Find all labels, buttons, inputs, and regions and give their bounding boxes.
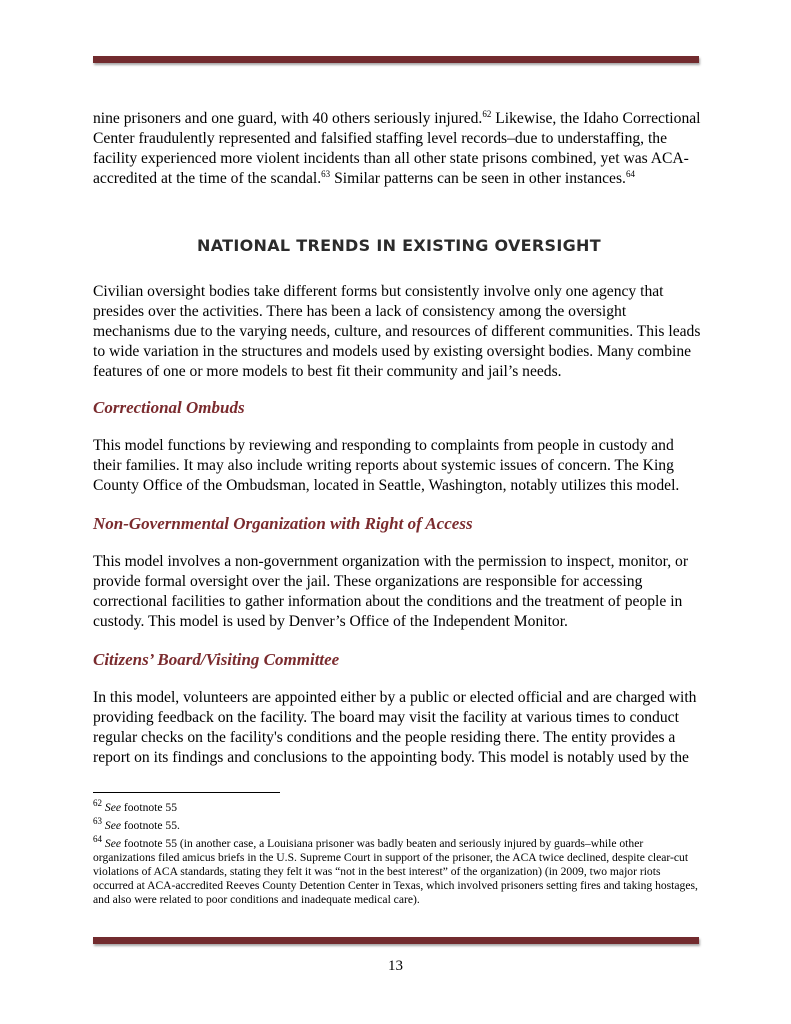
footer-rule	[93, 937, 699, 944]
intro-paragraph: Civilian oversight bodies take different forms but consistently involve only one agency that presides over the activities. There has been a lack of consistency among the oversight mechanisms due to the varying needs, culture, and resources of different communities. This leads to wide variation in the structures and models used by existing oversight bodies. Many combine features of one or more models to best fit their community and jail’s needs.	[93, 283, 701, 380]
paragraph-citizens-board: In this model, volunteers are appointed either by a public or elected official and are charged with providing feedback on the facility. The board may visit the facility at various times to conduct regular checks on the facility's conditions and the people residing there. The entity provides a report on its findings and conclusions to the appointing body. This model is notably used by the	[93, 689, 697, 766]
paragraph-ngo-right-of-access: This model involves a non-government organization with the permission to inspect, monitor, or provide formal oversight over the jail. These organizations are responsible for accessing correctional facilities to gather information about the conditions and the treatment of people in custody. This model is used by Denver’s Office of the Independent Monitor.	[93, 553, 689, 630]
footnote-ref[interactable]: 64	[625, 168, 635, 179]
footnote-ref[interactable]: 63	[321, 168, 331, 179]
footnote-separator	[93, 792, 280, 793]
footnote-63: $^{63}$ See footnote 55.	[93, 816, 180, 832]
section-heading: NATIONAL TRENDS IN EXISTING OVERSIGHT	[197, 236, 601, 255]
subheading-ngo-right-of-access: Non-Governmental Organization with Right of Access	[93, 514, 473, 533]
subheading-citizens-board: Citizens’ Board/Visiting Committee	[93, 650, 340, 669]
subheading-correctional-ombuds: Correctional Ombuds	[93, 398, 245, 417]
footnote-64: $^{64}$ See footnote 55 (in another case, a Louisiana prisoner was badly beaten and seriously injured by guards–while other organizations filed amicus briefs in the U.S. Supreme Court in support of the prisoner, the ACA twice declined, despite clear-cut violations of ACA standards, stating they felt it was “not in the best interest” of the organization) (in 2009, two major riots occurred at ACA-accredited Reeves County Detention Center in Texas, which involved prisoners setting fires and taking hostages, and also were related to poor conditions and inadequate medical care).	[93, 834, 698, 906]
header-rule	[93, 56, 699, 63]
paragraph-correctional-ombuds: This model functions by reviewing and responding to complaints from people in custody and their families. It may also include writing reports about systemic issues of concern. The King County Office of the Ombudsman, located in Seattle, Washington, notably utilizes this model.	[93, 437, 680, 494]
footnote-62: $^{62}$ See footnote 55	[93, 798, 178, 814]
footnote-ref[interactable]: 62	[482, 108, 492, 119]
page-number: 13	[388, 958, 403, 974]
continuation-paragraph: nine prisoners and one guard, with 40 others seriously injured.$^{62}$ Likewise, the Idaho Correctional Center fraudulently represented and falsified staffing level records–due to understaffing, the facility experienced more violent incidents than all other state prisons combined, yet was ACA-accredited at the time of the scandal.$^{63}$ Similar patterns can be seen in other instances.$^{64}$	[93, 108, 701, 187]
